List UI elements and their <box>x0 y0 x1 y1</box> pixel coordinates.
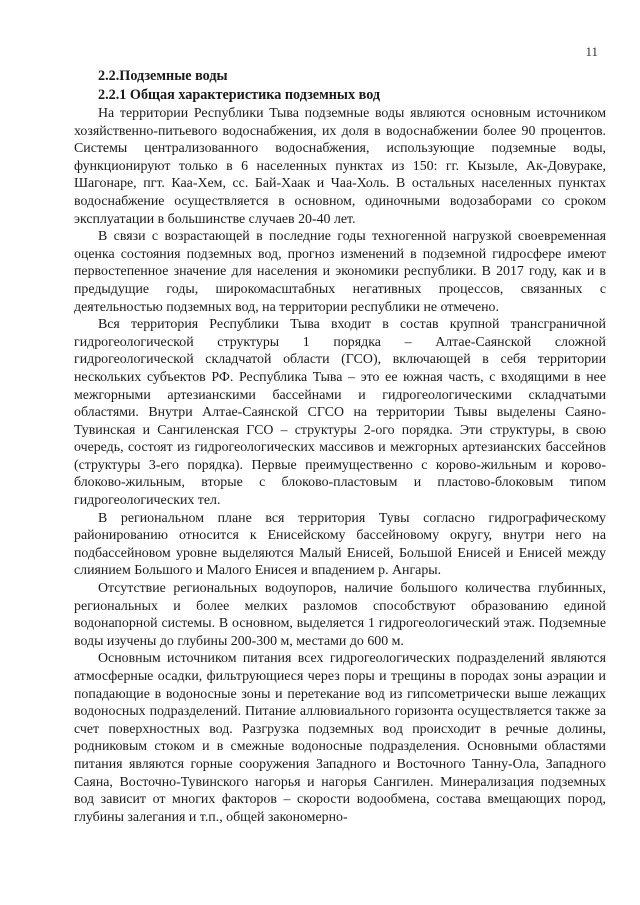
subsection-title: 2.2.1 Общая характеристика подземных вод <box>98 87 381 103</box>
paragraph-technogenic-load: В связи с возрастающей в последние годы техногенной нагрузкой своевременная оценка состояния подземных вод, прогноз изменений в подземной гидросфере имеют первостепенное значение для населения и экономики республики. В 2017 году, как и в предыдущие годы, широкомасштабных негативных процессов, связанных с деятельностью подземных вод, на территории республики не отмечено. <box>74 229 606 315</box>
paragraph-recharge-sources: Основным источником питания всех гидрогеологических подразделений являются атмосферные осадки, фильтрующиеся через поры и трещины в породах зоны аэрации и попадающие в водоносные зоны и перетекание вод из гипсометрически выше лежащих водоносных подразделений. Питание аллювиального горизонта осуществляется также за счет поверхностных вод. Разгрузка подземных вод происходит в речные долины, родниковым стоком и в смежные водоносные подразделения. Основными областями питания являются горные сооружения Западного и Восточного Танну-Ола, Западного Саяна, Восточно-Тувинского нагорья и нагорья Сангилен. Минерализация подземных вод зависит от многих факторов – скорости водообмена, состава вмещающих пород, глубины залегания и т.п., общей закономерно- <box>74 651 606 825</box>
page-number: 11 <box>585 44 598 59</box>
page-content <box>74 68 606 826</box>
paragraph-hydrogeological-structure: Вся территория Республики Тыва входит в состав крупной трансграничной гидрогеологической структуры 1 порядка – Алтае-Саянской сложной гидрогеологической складчатой области (ГСО), включающей в себя территории нескольких субъектов РФ. Республика Тыва – это ее южная часть, с входящими в нее межгорными артезианскими бассейнами и гидрогеологическими складчатыми областями. Внутри Алтае-Саянской СГСО на территории Тывы выделены Саяно-Тувинская и Сангиленская ГСО – структуры 2-ого порядка. Эти структуры, в свою очередь, состоят из гидрогеологических массивов и межгорных артезианских бассейнов (структуры 3-его порядка). Первые преимущественно с корово-жильным и корово-блоково-жильным, вторые с блоково-пластовым и пластово-блоковым типом гидрогеологических тел. <box>74 317 606 509</box>
paragraph-water-supply: На территории Республики Тыва подземные воды являются основным источником хозяйственно-питьевого водоснабжения, их доля в водоснабжении более 90 процентов. Системы централизованного водоснабжения, использующие подземные воды, функционируют только в 6 населенных пунктах из 150: гг. Кызыле, Ак-Довураке, Шагонаре, пгт. Каа-Хем, сс. Бай-Хаак и Чаа-Холь. В остальных населенных пунктах водоснабжение осуществляется в основном, одиночными водозаборами со сроком эксплуатации в большинстве случаев 20-40 лет. <box>74 106 606 227</box>
section-title: 2.2.Подземные воды <box>98 68 228 84</box>
paragraph-aquitards: Отсутствие региональных водоупоров, наличие большого количества глубинных, региональных и более мелких разломов способствуют образованию единой водонапорной системы. В основном, выделяется 1 гидрогеологический этаж. Подземные воды изучены до глубины 200-300 м, местами до 600 м. <box>74 581 606 649</box>
paragraph-regional-plan: В региональном плане вся территория Тувы согласно гидрографическому районированию относится к Енисейскому бассейновому округу, внутри него на подбассейновом уровне выделяются Малый Енисей, Большой Енисей и Енисей между слиянием Большого и Малого Енисея и впадением р. Ангары. <box>74 510 606 579</box>
